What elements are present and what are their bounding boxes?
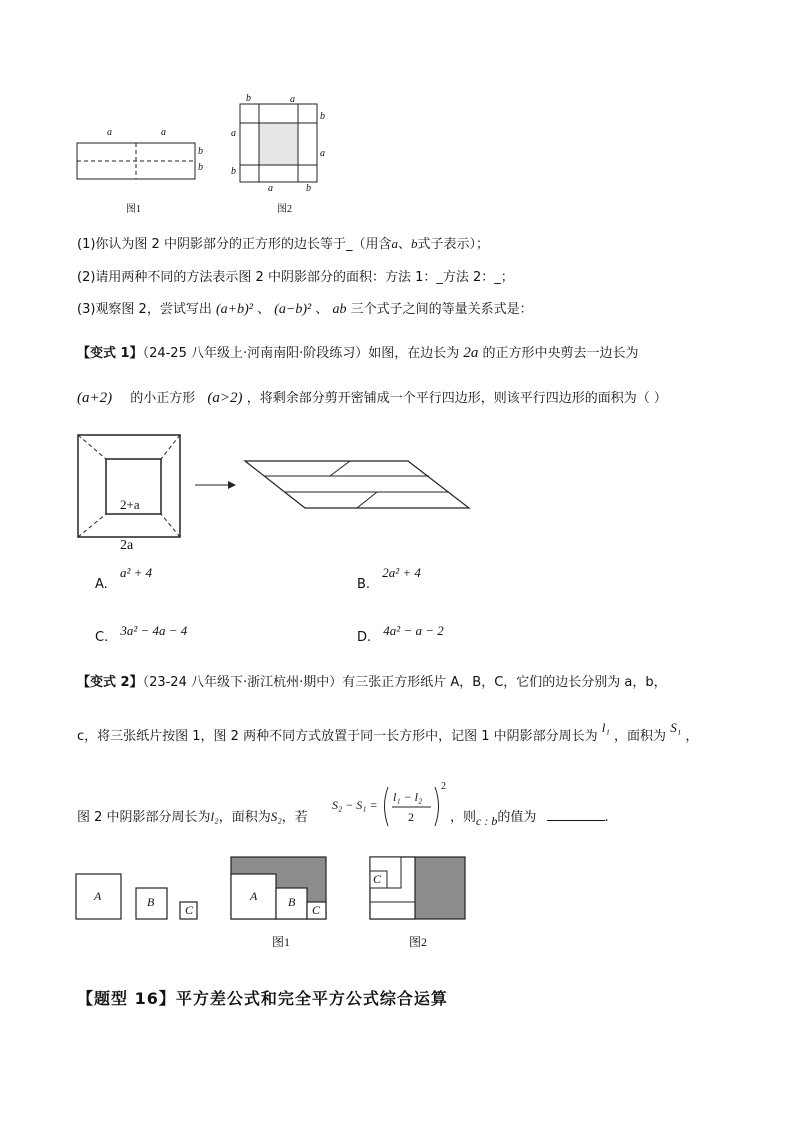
- variant-1-source: （24-25 八年级上·河南南阳·阶段练习）如图，在边长为: [142, 346, 460, 361]
- fig2-label-b-left: b: [231, 166, 236, 177]
- v2-formula-numerator: l₁ − l₂: [393, 790, 423, 804]
- option-d-expr: 4a² − a − 2: [383, 623, 444, 638]
- option-a-expr: a² + 4: [119, 565, 153, 580]
- question-2: (2)请用两种不同的方法表示图 2 中阴影部分的面积：方法 1：_方法 2：_；: [77, 270, 514, 285]
- q3-sep-1: 、: [257, 302, 271, 317]
- q3-expr-1: (a+b)²: [215, 302, 253, 317]
- v2-line-3-end: ，则: [450, 810, 477, 825]
- v2-line-2-prefix: c，将三张纸片按图 1，图 2 两种不同方式放置于同一长方形中，记图 1 中阴影部分周长为: [77, 729, 598, 744]
- q3-sep-2: 、: [315, 302, 329, 317]
- variant-2-tag: 【变式 2】: [77, 675, 143, 690]
- v2-s1: S₁: [670, 720, 682, 735]
- v1-text-2: 的正方形中央剪去一边长为: [482, 346, 639, 361]
- square-a-label: A: [94, 889, 102, 903]
- v2-line-3-prefix: 图 2 中阴影部分周长为: [77, 810, 211, 825]
- v1-expr-a2: (a+2): [77, 390, 113, 406]
- v2-s2: S₂: [270, 809, 282, 824]
- q3-prefix: (3)观察图 2，尝试写出: [77, 302, 212, 317]
- v1-inner-label: 2+a: [120, 497, 140, 512]
- q1-sep: 、: [397, 237, 411, 252]
- square-b-label: B: [147, 895, 155, 909]
- fig2-label-b-tr: b: [320, 111, 325, 122]
- fig2-label-b-tl: b: [246, 93, 251, 104]
- v1-expr-2a: 2a: [463, 345, 479, 361]
- v2-l1: l₁: [601, 720, 610, 735]
- v2-line-2-end: ，: [685, 729, 699, 744]
- option-b-expr: 2a² + 4: [382, 565, 421, 580]
- fig1-square-a-label: A: [250, 889, 258, 903]
- q3-suffix: 三个式子之间的等量关系式是：: [350, 302, 533, 317]
- fig2-label-a-right: a: [320, 148, 325, 159]
- fig2-label-a-left: a: [231, 128, 236, 139]
- fig1-caption: 图1: [126, 204, 141, 215]
- option-b-letter: B.: [357, 577, 371, 592]
- v1-cond: (a>2): [207, 390, 243, 406]
- q3-expr-3: ab: [332, 302, 347, 317]
- fig1-label-b-1: b: [198, 146, 203, 157]
- q1-suffix: 式子表示）；: [417, 237, 489, 252]
- v2-fig1-caption: 图1: [272, 935, 291, 949]
- option-a-letter: A.: [95, 577, 108, 592]
- v1-text-3: 的小正方形: [130, 391, 196, 406]
- v2-fig2-caption: 图2: [409, 935, 428, 949]
- v2-line-3-mid2: ，若: [281, 810, 308, 825]
- option-d-letter: D.: [357, 630, 372, 645]
- fig1-label-a-1: a: [107, 127, 112, 138]
- v2-line-2-mid: ，面积为: [614, 729, 667, 744]
- square-c-label: C: [185, 903, 194, 917]
- q1-var-b: b: [410, 236, 418, 251]
- fig2-label-a-bottom: a: [268, 183, 273, 194]
- variant-2-line-1-text: （23-24 八年级下·浙江杭州·期中）有三张正方形纸片 A，B，C，它们的边长分别为 a，b，: [142, 675, 667, 690]
- v2-period: .: [604, 810, 609, 825]
- q3-expr-2: (a−b)²: [274, 302, 312, 317]
- option-c-letter: C.: [95, 630, 109, 645]
- fig1-square-c-label: C: [312, 903, 321, 917]
- v2-formula-exponent: 2: [441, 781, 446, 792]
- v2-line-3-tail: 的值为: [497, 810, 537, 825]
- v2-formula-denominator: 2: [408, 810, 414, 824]
- fig2-square-c-label: C: [373, 872, 382, 886]
- section-heading: 【题型 16】平方差公式和完全平方公式综合运算: [77, 989, 448, 1008]
- q1-var-a: a: [391, 236, 398, 251]
- fig1-label-b-2: b: [198, 162, 203, 173]
- option-c-expr: 3a² − 4a − 4: [120, 623, 188, 638]
- v2-ratio: c : b: [476, 814, 498, 828]
- v2-line-3-mid: ，面积为: [218, 810, 271, 825]
- variant-1-tag: 【变式 1】: [77, 346, 143, 361]
- v2-l2: l₂: [210, 809, 219, 824]
- fig2-label-a-top: a: [290, 94, 295, 105]
- fig2-label-b-bottom: b: [306, 183, 311, 194]
- v1-outer-label: 2a: [120, 538, 134, 553]
- fig1-square-b-label: B: [288, 895, 296, 909]
- v1-text-4: ，将剩余部分剪开密铺成一个平行四边形，则该平行四边形的面积为（ ）: [246, 391, 667, 406]
- fig1-label-a-2: a: [161, 127, 166, 138]
- fig2-caption: 图2: [277, 204, 292, 215]
- v2-formula-left: S₂ − S₁ =: [332, 798, 378, 812]
- q1-prefix: (1)你认为图 2 中阴影部分的正方形的边长等于_（用含: [77, 237, 392, 252]
